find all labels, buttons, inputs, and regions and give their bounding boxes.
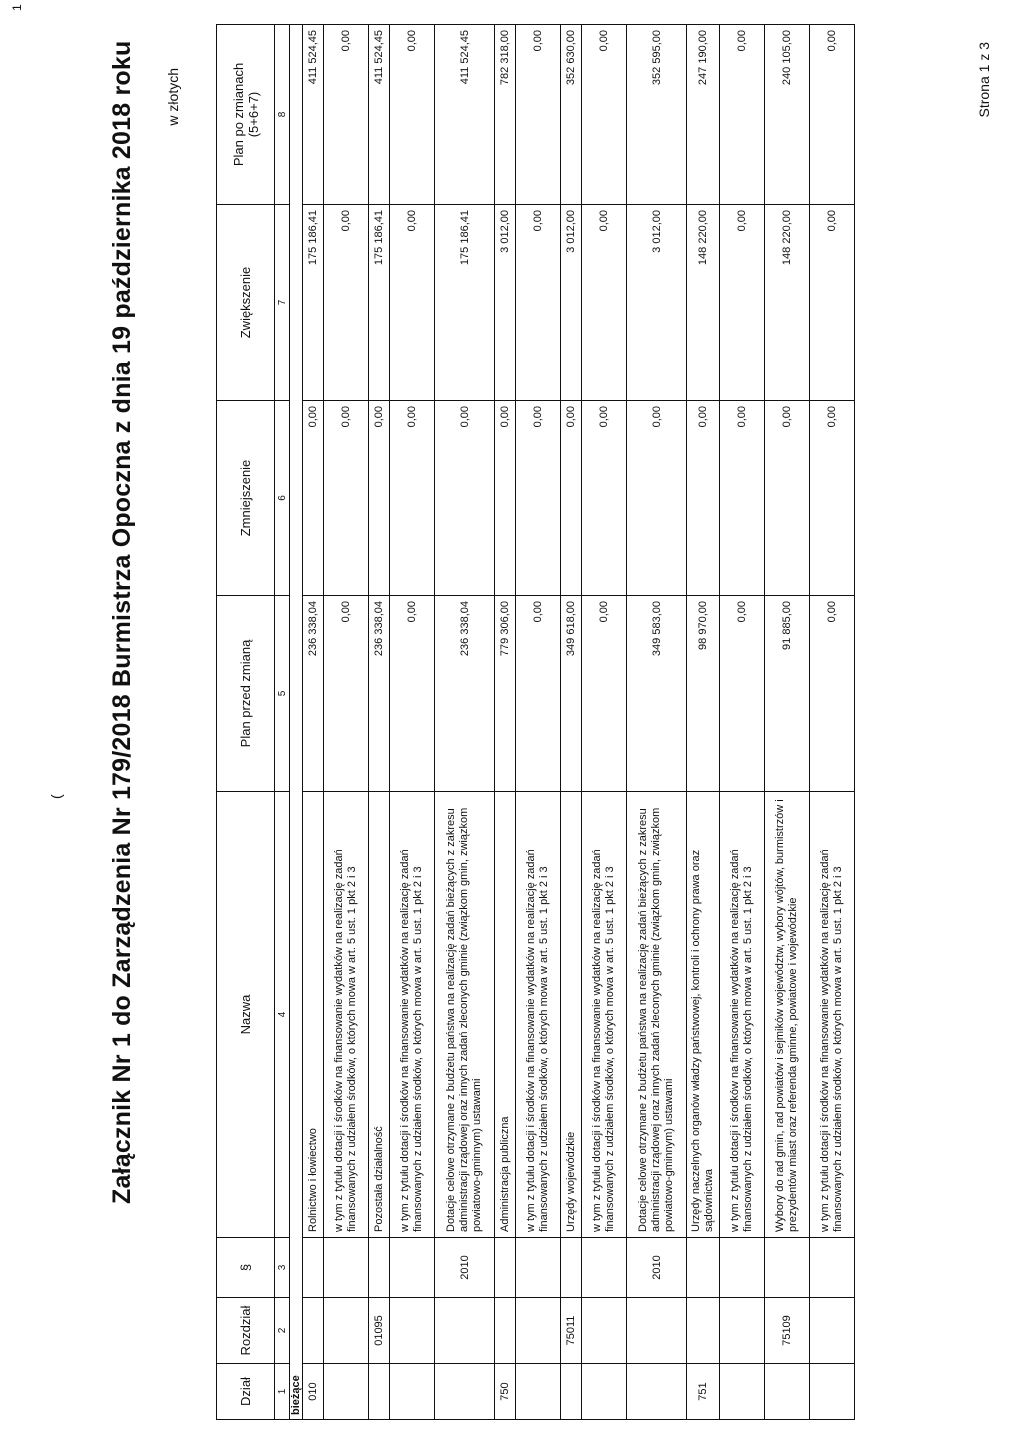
cell-plan-przed: 779 306,00 xyxy=(495,596,516,792)
page-number: Strona 1 z 3 xyxy=(976,42,992,118)
cell-zwiekszenie: 3 012,00 xyxy=(627,205,687,401)
cell-plan-przed: 0,00 xyxy=(516,596,561,792)
cell-plan-po: 0,00 xyxy=(390,25,435,205)
cell-plan-przed: 0,00 xyxy=(582,596,627,792)
cell-dzial xyxy=(369,1364,390,1420)
cell-plan-po: 0,00 xyxy=(516,25,561,205)
cell-nazwa: w tym z tytułu dotacji i środków na finansowanie wydatków na realizację zadań finansowanych z udziałem środków, o których mowa w art. 5 ust. 1 pkt 2 i 3 xyxy=(582,792,627,1238)
cell-paragraf xyxy=(303,1238,324,1298)
cell-plan-przed: 98 970,00 xyxy=(687,596,720,792)
section-row xyxy=(290,25,303,1420)
cell-paragraf xyxy=(324,1238,369,1298)
cell-zwiekszenie: 148 220,00 xyxy=(687,205,720,401)
cell-zmniejszenie: 0,00 xyxy=(720,401,765,596)
header-plan-przed: Plan przed zmianą xyxy=(217,596,275,792)
cell-paragraf xyxy=(561,1238,582,1298)
cell-zmniejszenie: 0,00 xyxy=(303,401,324,596)
cell-dzial xyxy=(390,1364,435,1420)
col-number: 2 xyxy=(275,1298,290,1364)
cell-dzial xyxy=(516,1364,561,1420)
cell-nazwa: Rolnictwo i łowiectwo xyxy=(303,792,324,1238)
cell-paragraf: 2010 xyxy=(627,1238,687,1298)
cell-zmniejszenie: 0,00 xyxy=(582,401,627,596)
header-plan-po: Plan po zmianach (5+6+7) xyxy=(217,25,275,205)
cell-paragraf xyxy=(369,1238,390,1298)
cell-dzial: 751 xyxy=(687,1364,720,1420)
cell-zwiekszenie: 0,00 xyxy=(582,205,627,401)
cell-plan-przed: 0,00 xyxy=(324,596,369,792)
cell-zmniejszenie: 0,00 xyxy=(627,401,687,596)
table-row xyxy=(765,25,810,1420)
cell-paragraf xyxy=(720,1238,765,1298)
col-number: 3 xyxy=(275,1238,290,1298)
cell-rozdzial: 75109 xyxy=(765,1298,810,1364)
table-row xyxy=(303,25,324,1420)
cell-rozdzial xyxy=(720,1298,765,1364)
table-row xyxy=(324,25,369,1420)
cell-dzial xyxy=(627,1364,687,1420)
cell-nazwa: Dotacje celowe otrzymane z budżetu państwa na realizację zadań bieżących z zakresu administracji rządowej oraz innych zadań zleconych gminie (związkom gmin, związkom powiatowo-gminnym) ustawami xyxy=(627,792,687,1238)
cell-zwiekszenie: 175 186,41 xyxy=(303,205,324,401)
cell-plan-po: 0,00 xyxy=(720,25,765,205)
cell-nazwa: Administracja publiczna xyxy=(495,792,516,1238)
cell-plan-przed: 236 338,04 xyxy=(303,596,324,792)
table-row xyxy=(516,25,561,1420)
cell-rozdzial xyxy=(582,1298,627,1364)
cell-zwiekszenie: 0,00 xyxy=(810,205,855,401)
cell-zwiekszenie: 0,00 xyxy=(390,205,435,401)
scan-stray-mark: ( xyxy=(48,794,64,799)
col-number: 1 xyxy=(275,1364,290,1420)
cell-plan-przed: 236 338,04 xyxy=(369,596,390,792)
col-number: 5 xyxy=(275,596,290,792)
cell-plan-po: 0,00 xyxy=(810,25,855,205)
cell-rozdzial xyxy=(687,1298,720,1364)
cell-paragraf xyxy=(810,1238,855,1298)
cell-plan-po: 411 524,45 xyxy=(303,25,324,205)
cell-zmniejszenie: 0,00 xyxy=(435,401,495,596)
cell-nazwa: Wybory do rad gmin, rad powiatów i sejmików województw, wybory wójtów, burmistrzów i prezydentów miast oraz referenda gminne, powiatowe i wojewódzkie xyxy=(765,792,810,1238)
cell-plan-po: 352 630,00 xyxy=(561,25,582,205)
cell-plan-po: 411 524,45 xyxy=(435,25,495,205)
cell-rozdzial xyxy=(324,1298,369,1364)
col-number: 8 xyxy=(275,25,290,205)
cell-zmniejszenie: 0,00 xyxy=(390,401,435,596)
cell-rozdzial xyxy=(303,1298,324,1364)
cell-nazwa: Pozostała działalność xyxy=(369,792,390,1238)
cell-nazwa: w tym z tytułu dotacji i środków na finansowanie wydatków na realizację zadań finansowanych z udziałem środków, o których mowa w art. 5 ust. 1 pkt 2 i 3 xyxy=(516,792,561,1238)
table-row xyxy=(369,25,390,1420)
cell-zmniejszenie: 0,00 xyxy=(495,401,516,596)
cell-zwiekszenie: 0,00 xyxy=(720,205,765,401)
cell-zmniejszenie: 0,00 xyxy=(516,401,561,596)
cell-dzial xyxy=(810,1364,855,1420)
cell-nazwa: w tym z tytułu dotacji i środków na finansowanie wydatków na realizację zadań finansowanych z udziałem środków, o których mowa w art. 5 ust. 1 pkt 2 i 3 xyxy=(810,792,855,1238)
cell-dzial xyxy=(720,1364,765,1420)
cell-zmniejszenie: 0,00 xyxy=(369,401,390,596)
cell-paragraf xyxy=(495,1238,516,1298)
cell-dzial xyxy=(765,1364,810,1420)
cell-paragraf xyxy=(765,1238,810,1298)
currency-unit-note: w złotych xyxy=(165,68,181,126)
table-row xyxy=(687,25,720,1420)
table-row xyxy=(810,25,855,1420)
cell-plan-przed: 349 618,00 xyxy=(561,596,582,792)
document-title: Załącznik Nr 1 do Zarządzenia Nr 179/2018 Burmistrza Opoczna z dnia 19 października 2018 roku xyxy=(108,40,136,1204)
cell-plan-po: 411 524,45 xyxy=(369,25,390,205)
cell-zwiekszenie: 0,00 xyxy=(324,205,369,401)
cell-zwiekszenie: 3 012,00 xyxy=(561,205,582,401)
cell-rozdzial xyxy=(516,1298,561,1364)
cell-rozdzial xyxy=(435,1298,495,1364)
cell-zwiekszenie: 0,00 xyxy=(516,205,561,401)
cell-plan-po: 240 105,00 xyxy=(765,25,810,205)
table-row xyxy=(627,25,687,1420)
table-row xyxy=(582,25,627,1420)
cell-plan-przed: 0,00 xyxy=(390,596,435,792)
header-rozdzial: Rozdział xyxy=(217,1298,275,1364)
column-number-row xyxy=(275,25,290,1420)
cell-nazwa: w tym z tytułu dotacji i środków na finansowanie wydatków na realizację zadań finansowanych z udziałem środków, o których mowa w art. 5 ust. 1 pkt 2 i 3 xyxy=(324,792,369,1238)
cell-plan-przed: 0,00 xyxy=(720,596,765,792)
cell-dzial xyxy=(561,1364,582,1420)
cell-plan-po: 0,00 xyxy=(324,25,369,205)
cell-dzial xyxy=(582,1364,627,1420)
header-zwiekszenie: Zwiększenie xyxy=(217,205,275,401)
cell-paragraf xyxy=(516,1238,561,1298)
cell-zmniejszenie: 0,00 xyxy=(687,401,720,596)
cell-nazwa: Urzędy naczelnych organów władzy państwowej, kontroli i ochrony prawa oraz sądownictwa xyxy=(687,792,720,1238)
table-row xyxy=(495,25,516,1420)
cell-rozdzial xyxy=(810,1298,855,1364)
cell-nazwa: Urzędy wojewódzkie xyxy=(561,792,582,1238)
cell-nazwa: w tym z tytułu dotacji i środków na finansowanie wydatków na realizację zadań finansowanych z udziałem środków, o których mowa w art. 5 ust. 1 pkt 2 i 3 xyxy=(390,792,435,1238)
cell-plan-po: 0,00 xyxy=(582,25,627,205)
cell-nazwa: w tym z tytułu dotacji i środków na finansowanie wydatków na realizację zadań finansowanych z udziałem środków, o których mowa w art. 5 ust. 1 pkt 2 i 3 xyxy=(720,792,765,1238)
col-number: 7 xyxy=(275,205,290,401)
col-number: 6 xyxy=(275,401,290,596)
cell-zmniejszenie: 0,00 xyxy=(765,401,810,596)
cell-zwiekszenie: 148 220,00 xyxy=(765,205,810,401)
cell-nazwa: Dotacje celowe otrzymane z budżetu państwa na realizację zadań bieżących z zakresu administracji rządowej oraz innych zadań zleconych gminie (związkom gmin, związkom powiatowo-gminnym) ustawami xyxy=(435,792,495,1238)
cell-rozdzial: 01095 xyxy=(369,1298,390,1364)
scan-mark: 1 xyxy=(10,4,24,11)
header-paragraf: § xyxy=(217,1238,275,1298)
cell-zwiekszenie: 175 186,41 xyxy=(369,205,390,401)
section-label: bieżące xyxy=(290,25,303,1420)
cell-plan-po: 782 318,00 xyxy=(495,25,516,205)
cell-rozdzial xyxy=(495,1298,516,1364)
cell-zwiekszenie: 175 186,41 xyxy=(435,205,495,401)
cell-paragraf xyxy=(390,1238,435,1298)
cell-paragraf xyxy=(582,1238,627,1298)
cell-paragraf: 2010 xyxy=(435,1238,495,1298)
cell-rozdzial: 75011 xyxy=(561,1298,582,1364)
table-row xyxy=(561,25,582,1420)
budget-table xyxy=(216,24,855,1420)
header-nazwa: Nazwa xyxy=(217,792,275,1238)
cell-plan-przed: 91 885,00 xyxy=(765,596,810,792)
cell-dzial: 750 xyxy=(495,1364,516,1420)
table-row xyxy=(390,25,435,1420)
cell-dzial xyxy=(435,1364,495,1420)
table-row xyxy=(720,25,765,1420)
cell-zmniejszenie: 0,00 xyxy=(561,401,582,596)
header-dzial: Dział xyxy=(217,1364,275,1420)
cell-zmniejszenie: 0,00 xyxy=(810,401,855,596)
header-row xyxy=(217,25,275,1420)
cell-paragraf xyxy=(687,1238,720,1298)
cell-plan-przed: 0,00 xyxy=(810,596,855,792)
cell-plan-przed: 236 338,04 xyxy=(435,596,495,792)
cell-plan-po: 352 595,00 xyxy=(627,25,687,205)
cell-zwiekszenie: 3 012,00 xyxy=(495,205,516,401)
cell-rozdzial xyxy=(627,1298,687,1364)
cell-plan-po: 247 190,00 xyxy=(687,25,720,205)
table-row xyxy=(435,25,495,1420)
cell-dzial: 010 xyxy=(303,1364,324,1420)
cell-plan-przed: 349 583,00 xyxy=(627,596,687,792)
cell-zmniejszenie: 0,00 xyxy=(324,401,369,596)
cell-rozdzial xyxy=(390,1298,435,1364)
col-number: 4 xyxy=(275,792,290,1238)
cell-dzial xyxy=(324,1364,369,1420)
header-zmniejszenie: Zmniejszenie xyxy=(217,401,275,596)
